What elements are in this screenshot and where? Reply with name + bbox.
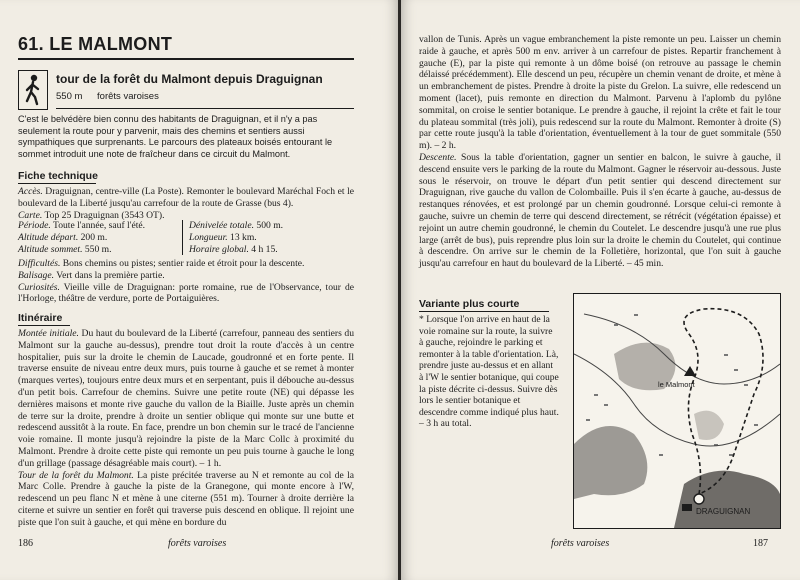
variante-text: * Lorsque l'on arrive en haut de la voie romaine sur la route, la suivre à gauche, rejoindre le parking et remonter à la table d'orientation. Là, prendre juste au-dessus et en allant à l'W le sentier botanique, qui coupe la piste décrite ci-dessus. Suivre dès lors le sentier botanique et descendre comme indiqué plus haut. – 3 h au total. (419, 314, 559, 430)
route-meta (56, 91, 171, 102)
periode-label: Période. (18, 220, 51, 231)
map-drawing (574, 294, 780, 528)
altitude-sommet-label: Altitude sommet. (18, 243, 83, 255)
tour-continuation: vallon de Tunis. Après un vague embranchement la piste remonte un peu. Laisser un chemin raide à gauche, et après 500 m env. arriver à un carrefour de pistes. Repartir franchement à gauche (E), par la piste qui remonte à un dôme boisé (on retrouve au passage le chemin délaissé précédemment). Elle descend un peu, récupère un chemin venant de droite, et mène à un embranchement de pistes. Prendre à droite la piste du Grelon. La suivre, elle redescend un moment (lacet), puis remonte en direction du Malmont. Parvenu à l'aplomb du pylône sommital, on croise le sentier botanique. Le prendre à gauche, il rejoint la crête et fait le tour du plateau sommital (très joli), puis redescend sur la route du Malmont. Remonter à droite (S) par cette route jusqu'à la table d'orientation, éventuellement à la tour de guet sommitale (550 m). – 2 h. (419, 34, 781, 152)
fiche-grid (18, 220, 348, 255)
left-page (0, 0, 398, 580)
montee-text: Du haut du boulevard de la Liberté (carrefour, panneau des sentiers du Malmont sur la gauche au-dessus), prendre tout droit la route d'accès à un centre hospitalier, puis sur la droite le chemin de Laucade, goudronné et en forte pente. Il traverse ensuite de niveau entre deux murs, puis tourne à gauche et se remet à monter (marques vertes), toujours entre deux murs et en serpentant, puis il débouche au-dessus d'un petit bois. Carrefour de chemins. Suivre une petite route (NE) qui dépasse les dernières maisons et monte rive gauche du vallon de la Biaille. Juste après un chemin de terre sur la droite, prendre à droite un sentier oblique qui monte sur une butte et redescend aussitôt à la route. En face, prendre un bon chemin sur le tracé de l'ancienne voie romaine. Il monte jusqu'à rejoindre la piste de la Marc Collc à proximité du Malmont. Prendre à droite cette piste qui remonte un peu puis tourne à gauche le long d'un grillage (passage désagréable mais court). – 1 h. (18, 328, 354, 469)
carte-text: Top 25 Draguignan (3543 OT). (42, 209, 165, 221)
running-footer-left: forêts varoises (168, 538, 227, 549)
grid-row (18, 220, 348, 232)
running-footer-right: forêts varoises (551, 538, 610, 549)
altitude-sommet-value: 550 m. (82, 243, 112, 255)
fiche-acces (18, 186, 354, 221)
itineraire-text (18, 328, 354, 529)
grid-row (18, 232, 348, 244)
grid-row (18, 244, 348, 256)
variante-underline (419, 311, 549, 312)
variante-heading: Variante plus courte (419, 298, 520, 310)
right-page (401, 0, 800, 580)
carte-label: Carte. (18, 209, 43, 221)
fiche-heading: Fiche technique (18, 170, 98, 182)
fiche-underline (18, 183, 96, 184)
route-subtitle: tour de la forêt du Malmont depuis Draguignan (56, 72, 323, 86)
itineraire-heading: Itinéraire (18, 312, 63, 324)
region-meta: forêts varoises (97, 91, 159, 102)
horaire-label: Horaire global. (189, 243, 249, 255)
acces-text: Draguignan, centre-ville (La Poste). Remonter le boulevard Maréchal Foch et le boulevard de la Liberté jusqu'au carrefour de la route de Grasse (bus 4). (18, 186, 354, 209)
descente-text: Sous la table d'orientation, gagner un sentier en balcon, le suivre à gauche, il descend ensuite vers le parking de la route du Malmont. Gagner le réservoir au-dessous. Juste sous le réservoir, on trouve le départ d'un petit sentier qui descend directement sur Draguignan, rive gauche du vallon de Colombaille. Puis il s'en écarte à gauche, au-dessus de restanques rénovées, et est prolongé par un chemin goudronné. Lorsque celui-ci remonte à gauche, suivre un chemin de terre qui descend directement, se rétrécit (végétation épaisse) et rejoint un autre chemin goudronné, le chemin du Coutelet. Le descendre jusqu'à une rue plus large (arrêt de bus), puis reprendre plus loin sur la droite le chemin du Coutelet, qui continue à descendre. On arrive sur le chemin de la Folletière, horizontal, que l'on suit à gauche jusqu'au carrefour en haut du boulevard de la Liberté. – 45 min. (419, 151, 781, 270)
chapter-title: 61. LE MALMONT (18, 34, 173, 54)
longueur-value: 13 km. (227, 231, 257, 243)
route-map (573, 293, 781, 529)
difficultes-label: Difficultés. (18, 258, 61, 269)
hiker-icon (18, 70, 48, 110)
balisage-label: Balisage. (18, 269, 54, 281)
montee-label: Montée initiale. (18, 328, 79, 339)
longueur-label: Longueur. (189, 231, 228, 243)
curiosites-label: Curiosités. (18, 281, 60, 293)
subtitle-rule (56, 108, 354, 109)
altitude-meta: 550 m (56, 91, 83, 102)
descente-label: Descente. (419, 151, 457, 163)
map-label-town: DRAGUIGNAN (696, 507, 751, 516)
right-text-top (419, 34, 781, 270)
curiosites-text: Vieille ville de Draguignan: porte romaine, rue de l'Observance, tour de l'Horloge, théâtre de verdure, porte de Portaiguières. (18, 281, 354, 305)
denivelee-label: Dénivelée totale. (189, 220, 254, 231)
balisage-text: Vert dans la première partie. (53, 269, 165, 281)
tour-label: Tour de la forêt du Malmont. (18, 469, 134, 481)
denivelee-value: 500 m. (254, 220, 284, 231)
page-number-left: 186 (18, 538, 33, 549)
title-rule (18, 58, 354, 60)
map-label-malmont: le Malmont (658, 380, 695, 389)
difficultes-text: Bons chemins ou pistes; sentier raide et étroit pour la descente. (60, 258, 305, 269)
acces-label: Accès. (18, 186, 43, 197)
altitude-depart-label: Altitude départ. (18, 231, 79, 243)
page-number-right: 187 (753, 538, 768, 549)
periode-value: Toute l'année, sauf l'été. (50, 220, 146, 231)
tour-text: La piste précitée traverse au N et remonte au col de la Marc Colle. Prendre à gauche la piste de la Granegone, qui monte encore à l'W, redescend un peu flanc N et mène à une citerne (551 m). Tourner à droite derrière la citerne et suivre un sentier en forêt qui traverse puis descend en oblique. Il rejoint une piste que l'on suit à gauche, et qui mène en bordure du (18, 469, 355, 528)
altitude-depart-value: 200 m. (78, 231, 108, 243)
horaire-value: 4 h 15. (248, 243, 278, 255)
fiche-details (18, 258, 354, 305)
intro-paragraph: C'est le belvédère bien connu des habitants de Draguignan, et il n'y a pas seulement la route pour y parvenir, mais des chemins et sentiers aussi sympathiques que surprenants. Le parcours des plateaux boisés entourant le sommet introduit une note de fraîcheur dans ce circuit du Malmont. (18, 114, 333, 159)
itineraire-underline (18, 325, 70, 326)
